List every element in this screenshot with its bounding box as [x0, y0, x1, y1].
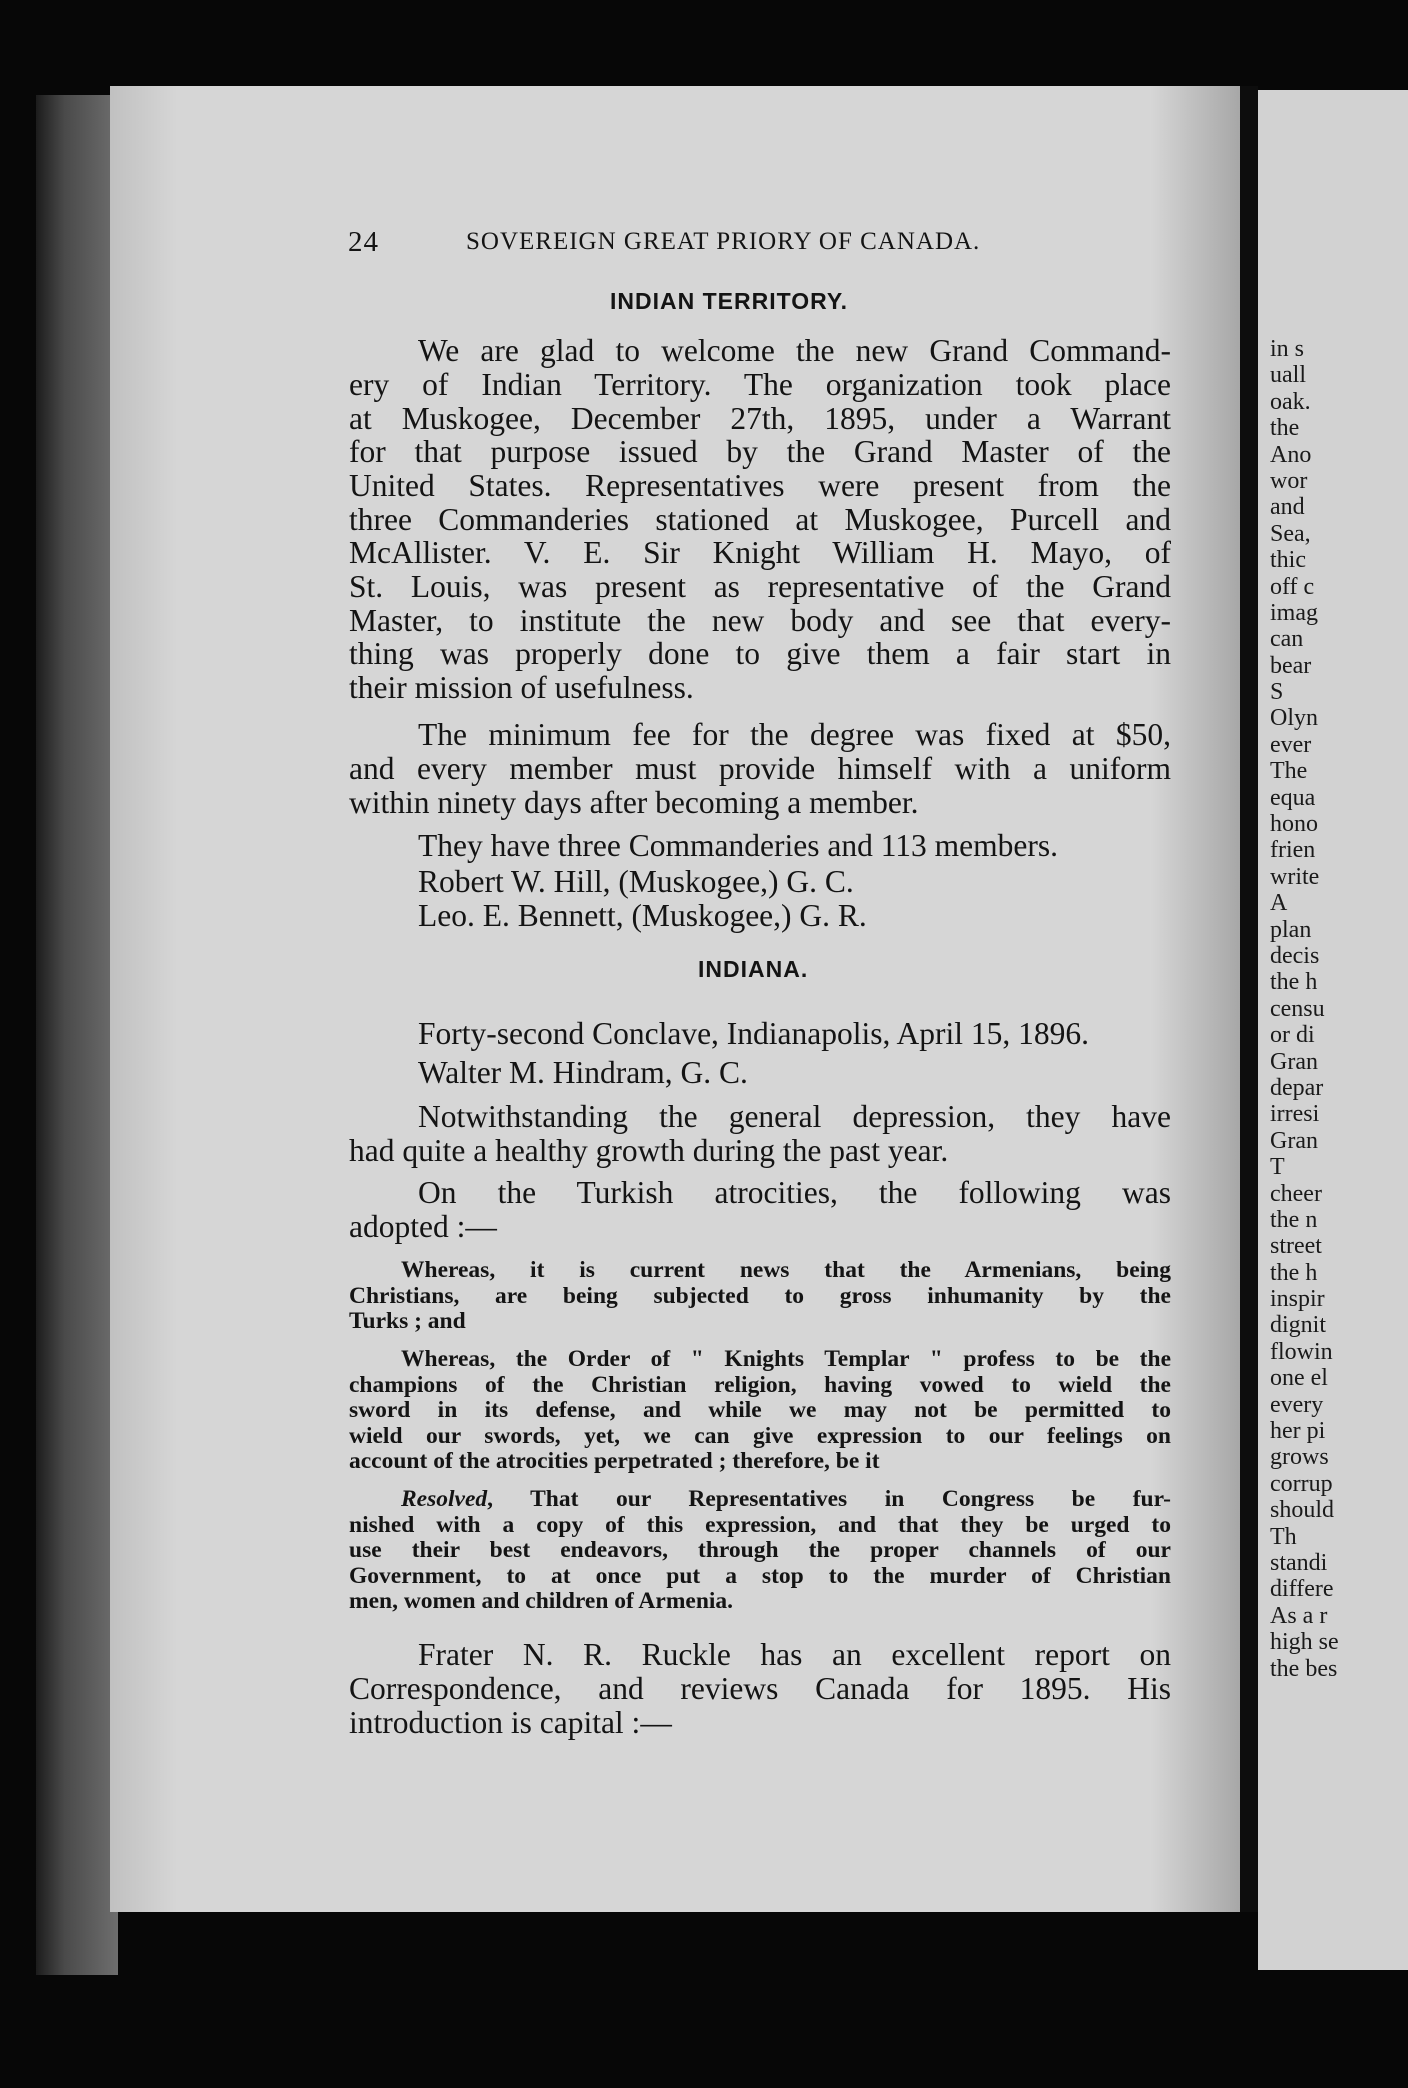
text-line: ery of Indian Territory. The organization took place — [349, 367, 1171, 402]
facing-page-fragment: equa — [1270, 784, 1316, 811]
resolution-line: Turks ; and — [349, 1308, 466, 1334]
facing-page-fragment: write — [1270, 863, 1320, 890]
text-line: their mission of usefulness. — [349, 670, 694, 705]
facing-page-fragment: cheer — [1270, 1180, 1322, 1207]
facing-page-fragment: street — [1270, 1233, 1322, 1260]
facing-page-fragment: or di — [1270, 1022, 1315, 1049]
facing-page-fragment: irresi — [1270, 1101, 1320, 1128]
text-line: St. Louis, was present as representative of the Grand — [349, 569, 1171, 604]
resolution-line: nished with a copy of this expression, and that they be urged to — [349, 1512, 1171, 1538]
resolution-line: champions of the Christian religion, having vowed to wield the — [349, 1372, 1171, 1398]
facing-page-fragment: grows — [1270, 1444, 1329, 1471]
facing-page-fragment: plan — [1270, 916, 1312, 943]
facing-page-fragment: and — [1270, 494, 1305, 521]
facing-page-fragment: Th — [1270, 1523, 1297, 1550]
resolution-line: Whereas, it is current news that the Armenians, being — [401, 1257, 1171, 1283]
facing-page-fragment: imag — [1270, 599, 1318, 626]
text-line: thing was properly done to give them a fair start in — [349, 636, 1171, 671]
resolution-line: use their best endeavors, through the proper channels of our — [349, 1537, 1171, 1563]
running-head-title: SOVEREIGN GREAT PRIORY OF CANADA. — [466, 228, 981, 255]
resolution-line: Christians, are being subjected to gross inhumanity by the — [349, 1283, 1171, 1309]
text-line: Correspondence, and reviews Canada for 1895. His — [349, 1671, 1171, 1706]
facing-page-fragment: should — [1270, 1497, 1335, 1524]
facing-page-fragment: decis — [1270, 942, 1320, 969]
text-line: They have three Commanderies and 113 members. — [418, 828, 1058, 863]
facing-page-fragment: every — [1270, 1391, 1324, 1418]
resolution-line: wield our swords, yet, we can give expression to our feelings on — [349, 1423, 1171, 1449]
facing-page-fragment: the n — [1270, 1206, 1318, 1233]
running-header — [348, 226, 1168, 262]
facing-page-fragment: Olyn — [1270, 705, 1318, 732]
facing-page-fragment: thic — [1270, 547, 1306, 574]
text-line: McAllister. V. E. Sir Knight William H. Mayo, of — [349, 535, 1171, 570]
facing-page-fragment: the — [1270, 415, 1300, 442]
facing-page-fragment: can — [1270, 626, 1304, 653]
text-line: Master, to institute the new body and see that every- — [349, 603, 1171, 638]
facing-page-fragment: hono — [1270, 811, 1318, 838]
text-line: and every member must provide himself with a uniform — [349, 751, 1171, 786]
facing-page-fragment: inspir — [1270, 1286, 1325, 1313]
facing-page-fragment: the bes — [1270, 1655, 1338, 1682]
text-line: adopted :— — [349, 1209, 497, 1244]
facing-page-fragment: T — [1270, 1154, 1285, 1181]
heading-indian-territory: INDIAN TERRITORY. — [610, 288, 849, 314]
facing-page-fragment: As a r — [1270, 1602, 1328, 1629]
text-line: We are glad to welcome the new Grand Command- — [418, 333, 1171, 368]
facing-page-fragment: in s — [1270, 336, 1305, 362]
facing-page-fragment: off c — [1270, 573, 1315, 600]
officer-line: Walter M. Hindram, G. C. — [418, 1055, 748, 1090]
text-line: Forty-second Conclave, Indianapolis, April 15, 1896. — [418, 1016, 1090, 1051]
facing-page-edge — [1258, 90, 1408, 1970]
text-line: Notwithstanding the general depression, they have — [418, 1099, 1171, 1134]
facing-page-fragment: the h — [1270, 1259, 1318, 1286]
text-line: within ninety days after becoming a member. — [349, 785, 919, 820]
facing-page-fragment: Gran — [1270, 1127, 1318, 1154]
facing-page-fragment: A — [1270, 890, 1288, 917]
facing-page-fragment: bear — [1270, 652, 1312, 679]
resolution-line: Government, to at once put a stop to the murder of Christian — [349, 1563, 1171, 1589]
facing-page-fragment: frien — [1270, 837, 1316, 864]
facing-page-fragment: dignit — [1270, 1312, 1327, 1339]
book-spine-edge — [36, 95, 118, 1975]
facing-page-fragment: ever — [1270, 731, 1312, 758]
facing-page-fragment: Gran — [1270, 1048, 1318, 1075]
facing-page-fragment: uall — [1270, 362, 1306, 389]
text-line: had quite a healthy growth during the past year. — [349, 1133, 949, 1168]
facing-page-fragment: The — [1270, 758, 1308, 785]
facing-page-fragment: the h — [1270, 969, 1318, 996]
facing-page-fragment: Sea, — [1270, 520, 1311, 547]
text-line: at Muskogee, December 27th, 1895, under a Warrant — [349, 401, 1171, 436]
resolution-line: Whereas, the Order of " Knights Templar " profess to be the — [401, 1346, 1171, 1372]
facing-page-fragment: S — [1270, 679, 1284, 706]
text-line: three Commanderies stationed at Muskogee, Purcell and — [349, 502, 1171, 537]
text-line: introduction is capital :— — [349, 1705, 672, 1740]
facing-page-fragment: Ano — [1270, 441, 1312, 468]
facing-page-fragment: depar — [1270, 1074, 1324, 1101]
text-line: Frater N. R. Ruckle has an excellent report on — [418, 1637, 1171, 1672]
heading-indiana: INDIANA. — [698, 956, 809, 982]
facing-page-fragment: flowin — [1270, 1338, 1333, 1365]
text-line: United States. Representatives were present from the — [349, 468, 1171, 503]
resolution-line: men, women and children of Armenia. — [349, 1588, 734, 1614]
officer-line: Leo. E. Bennett, (Muskogee,) G. R. — [418, 898, 867, 933]
book-gutter — [1240, 86, 1258, 1912]
page-number: 24 — [348, 226, 379, 258]
facing-page-fragment: her pi — [1270, 1418, 1326, 1445]
resolution-line: account of the atrocities perpetrated ; therefore, be it — [349, 1448, 880, 1474]
facing-page-fragment: high se — [1270, 1629, 1339, 1656]
resolution-line — [401, 1486, 1171, 1512]
resolved-word: Resolved — [401, 1486, 488, 1512]
facing-page-text — [1270, 336, 1339, 1682]
resolved-text: , That our Representatives in Congress be fur- — [487, 1486, 1171, 1512]
facing-page-fragment: oak. — [1270, 388, 1311, 415]
resolution-line: sword in its defense, and while we may not be permitted to — [349, 1397, 1171, 1423]
officer-line: Robert W. Hill, (Muskogee,) G. C. — [418, 864, 854, 899]
text-line: for that purpose issued by the Grand Master of the — [349, 434, 1171, 469]
text-line: The minimum fee for the degree was fixed at $50, — [418, 717, 1171, 752]
facing-page-fragment: standi — [1270, 1549, 1328, 1576]
facing-page-fragment: corrup — [1270, 1470, 1333, 1497]
facing-page-fragment: wor — [1270, 467, 1308, 494]
text-line: On the Turkish atrocities, the following was — [418, 1175, 1171, 1210]
facing-page-fragment: differe — [1270, 1576, 1334, 1603]
facing-page-fragment: censu — [1270, 995, 1325, 1022]
facing-page-fragment: one el — [1270, 1365, 1328, 1392]
